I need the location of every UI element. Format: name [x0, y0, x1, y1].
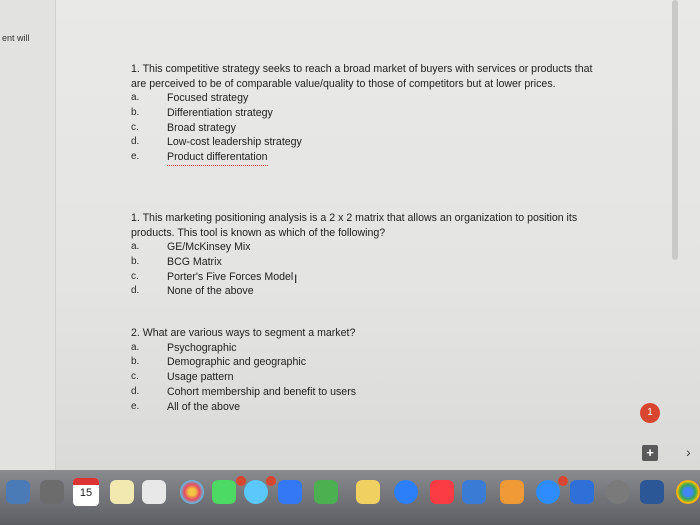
mail-icon[interactable]: [278, 480, 302, 504]
option-text: Low-cost leadership strategy: [167, 136, 302, 149]
preview-icon[interactable]: [6, 480, 30, 504]
books-icon[interactable]: [500, 480, 524, 504]
option-text: Demographic and geographic: [167, 356, 306, 369]
messages-icon[interactable]: [244, 480, 268, 504]
question-text: 2. What are various ways to segment a market?: [131, 327, 356, 339]
option-text: None of the above: [167, 285, 254, 298]
option-b: b. BCG Matrix: [131, 255, 222, 268]
side-panel-label: ent will: [2, 33, 30, 43]
add-comment-button[interactable]: +: [642, 445, 658, 461]
safari-icon[interactable]: [394, 480, 418, 504]
chevron-right-icon[interactable]: ›: [686, 444, 691, 460]
app-store-icon[interactable]: [536, 480, 560, 504]
question-text: 1. This marketing positioning analysis is a 2 x 2 matrix that allows an organization to position its products. This tool is known as which of the following?: [131, 212, 578, 239]
question-text: 1. This competitive strategy seeks to reach a broad market of buyers with services or products that are perceived to be of comparable value/quality to those of competitors but at lower prices.: [131, 63, 593, 90]
option-text: Focused strategy: [167, 92, 249, 104]
option-text: Cohort membership and benefit to users: [167, 385, 357, 398]
app-icon[interactable]: [40, 480, 64, 504]
option-text: All of the above: [167, 400, 241, 413]
word-icon[interactable]: [640, 480, 664, 504]
option-e: e. All of the above: [131, 400, 241, 413]
question-block: [131, 326, 611, 414]
calendar-icon[interactable]: [73, 478, 99, 506]
dock-badge: [236, 476, 246, 486]
keynote-icon[interactable]: [462, 480, 486, 504]
music-icon[interactable]: [430, 480, 454, 504]
side-panel: [0, 0, 56, 470]
quicktime-icon[interactable]: [570, 480, 594, 504]
chrome-icon[interactable]: [676, 480, 700, 504]
option-text: Usage pattern: [167, 371, 234, 384]
option-text: BCG Matrix: [167, 255, 222, 268]
system-preferences-icon[interactable]: [606, 480, 630, 504]
option-c: c. Broad strategy: [131, 121, 236, 134]
option-text: Porter's Five Forces Model: [167, 270, 294, 283]
dock-badge: [558, 476, 568, 486]
stickies-icon[interactable]: [356, 480, 380, 504]
option-text: Psychographic: [167, 341, 237, 354]
reminders-icon[interactable]: [142, 480, 166, 504]
option-d: d. Cohort membership and benefit to users: [131, 385, 357, 398]
option-d: d. None of the above: [131, 285, 254, 298]
dock-badge: [266, 476, 276, 486]
option-b: b. Demographic and geographic: [131, 356, 306, 369]
option-a: a. Focused strategy: [131, 92, 249, 104]
option-a: a. GE/McKinsey Mix: [131, 241, 251, 253]
scrollbar[interactable]: [672, 0, 678, 260]
option-b: b. Differentiation strategy: [131, 106, 273, 119]
option-c: c. Porter's Five Forces Model: [131, 270, 294, 283]
option-d: d. Low-cost leadership strategy: [131, 136, 302, 149]
option-e: e. Product differentation: [131, 150, 611, 165]
option-text: Product differentation: [167, 150, 268, 166]
notification-badge[interactable]: 1: [640, 403, 660, 423]
option-a: a. Psychographic: [131, 341, 237, 354]
question-block: [131, 211, 611, 299]
text-cursor-icon: I: [294, 272, 298, 286]
option-text: GE/McKinsey Mix: [167, 241, 251, 253]
numbers-icon[interactable]: [314, 480, 338, 504]
option-text: Differentiation strategy: [167, 106, 273, 119]
option-c: c. Usage pattern: [131, 371, 234, 384]
option-text: Broad strategy: [167, 121, 236, 134]
facetime-icon[interactable]: [212, 480, 236, 504]
photos-icon[interactable]: [180, 480, 204, 504]
question-block: [131, 62, 611, 165]
calendar-day: 15: [79, 487, 93, 499]
notes-icon[interactable]: [110, 480, 134, 504]
dock: [0, 470, 700, 525]
